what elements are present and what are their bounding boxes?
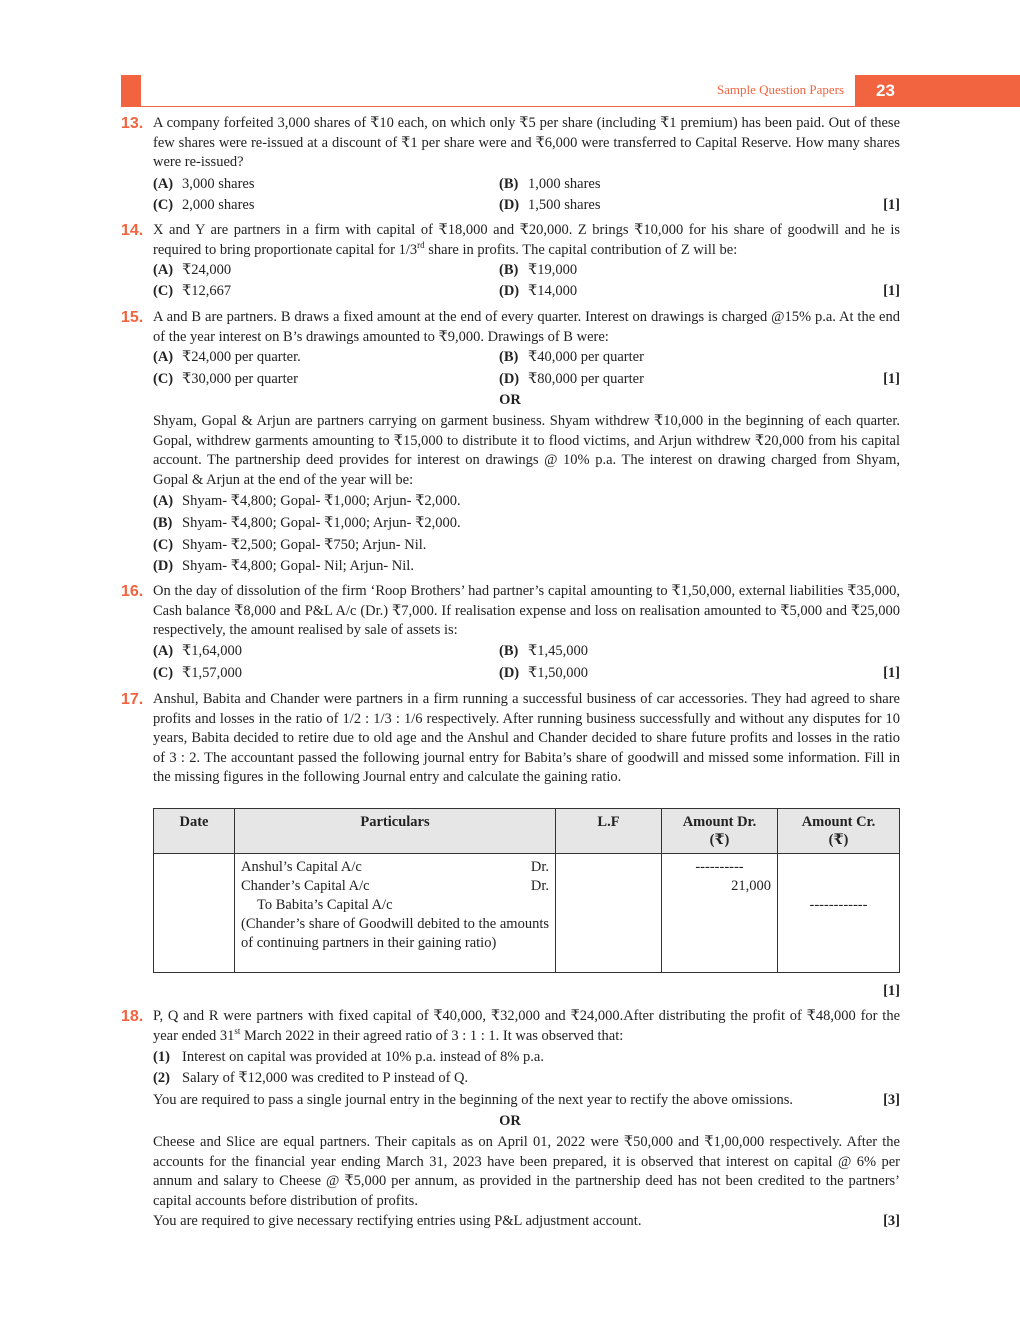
question-15 xyxy=(0,308,1020,347)
question-17 xyxy=(0,690,1020,788)
cell-date xyxy=(154,854,235,973)
question-number: 14. xyxy=(121,222,144,239)
marks: [1] xyxy=(883,283,900,299)
question-number: 15. xyxy=(121,309,144,326)
point-2: (2) Salary of ₹12,000 was credited to P instead of Q. xyxy=(153,1070,469,1086)
alternative-question-text: Cheese and Slice are equal partners. Their capitals as on April 01, 2022 were ₹50,000 and ₹1,00,000 respectively. After the accounts for the financial year ending March 31, 2023 have been prepared, it is observed that interest on capital @ 6% per annum and salary to Cheese @ ₹5,000 per annum, as provided in the partnership deed has not been credited to the partners’ capital accounts before distribution of profits. xyxy=(153,1134,900,1209)
page-number: 23 xyxy=(855,75,1020,107)
instruction: You are required to pass a single journal entry in the beginning of the next year to rectify the above omissions. xyxy=(153,1092,793,1108)
question-number: 13. xyxy=(121,115,144,132)
question-text: On the day of dissolution of the firm ‘Roop Brothers’ had partner’s capital amounting to ₹1,50,000, external liabilities ₹35,000, Cash balance ₹8,000 and P&L A/c (Dr.) ₹7,000. If realisation expense and loss on realisation amounted to ₹5,000 and ₹25,000 respectively, the amount realised by sale of assets is: xyxy=(153,583,900,638)
option-b: (B) ₹1,45,000 xyxy=(499,643,588,659)
or-divider: OR xyxy=(499,1113,521,1129)
cell-amount-dr: ---------- 21,000 xyxy=(662,854,778,973)
point-1: (1) Interest on capital was provided at 10% p.a. instead of 8% p.a. xyxy=(153,1049,544,1065)
question-text: X and Y are partners in a firm with capital of ₹18,000 and ₹20,000. Z brings ₹10,000 for his share of goodwill and he is required to bring proportionate capital for 1/3rd share in profits. The capital contribution of Z will be: xyxy=(153,222,900,258)
question-number: 18. xyxy=(121,1008,144,1025)
alt-option-a: (A) Shyam- ₹4,800; Gopal- ₹1,000; Arjun- ₹2,000. xyxy=(153,493,461,509)
option-c: (C) ₹1,57,000 xyxy=(153,665,242,681)
journal-entry-table xyxy=(153,808,900,973)
option-a: (A) ₹1,64,000 xyxy=(153,643,242,659)
cell-particulars: Anshul’s Capital A/c Dr. Chander’s Capital A/c Dr. To Babita’s Capital A/c (Chander’s share of Goodwill debited to the amounts of continuing partners in their gaining ratio) xyxy=(235,854,556,973)
alt-option-b: (B) Shyam- ₹4,800; Gopal- ₹1,000; Arjun- ₹2,000. xyxy=(153,515,461,531)
option-d: (D) 1,500 shares xyxy=(499,197,601,213)
question-text: P, Q and R were partners with fixed capital of ₹40,000, ₹32,000 and ₹24,000.After distributing the profit of ₹48,000 for the year ended 31st March 2022 in their agreed ratio of 3 : 1 : 1. It was observed that: xyxy=(153,1008,900,1044)
alt-marks: [3] xyxy=(883,1213,900,1229)
option-c: (C) 2,000 shares xyxy=(153,197,255,213)
option-d: (D) ₹14,000 xyxy=(499,283,578,299)
table-row xyxy=(154,854,900,973)
marks: [1] xyxy=(883,983,900,999)
or-divider: OR xyxy=(499,392,521,408)
option-a: (A) ₹24,000 per quarter. xyxy=(153,349,301,365)
header-particulars: Particulars xyxy=(235,809,556,854)
option-d: (D) ₹80,000 per quarter xyxy=(499,371,644,387)
question-text: Anshul, Babita and Chander were partners in a firm running a successful business of car accessories. They had agreed to share profits and losses in the ratio of 1/2 : 1/3 : 1/6 respectively. After running business successfully and without any disputes for 10 years, Babita decided to retire due to old age and the Anshul and Chander decided to share future profits and losses in the ratio of 3 : 2. The accountant passed the following journal entry for Babita’s share of goodwill and missed some information. Fill in the missing figures in the following Journal entry and calculate the gaining ratio. xyxy=(153,691,900,785)
marks: [1] xyxy=(883,665,900,681)
option-b: (B) ₹40,000 per quarter xyxy=(499,349,644,365)
option-b: (B) 1,000 shares xyxy=(499,176,601,192)
section-title: Sample Question Papers xyxy=(716,82,844,97)
question-text: A and B are partners. B draws a fixed amount at the end of every quarter. Interest on drawings is charged @15% p.a. At the end of the year interest on B’s drawings amounted to ₹9,000. Drawings of B were: xyxy=(153,309,900,345)
option-c: (C) ₹30,000 per quarter xyxy=(153,371,298,387)
marks: [1] xyxy=(883,371,900,387)
header-amount-dr: Amount Dr. (₹) xyxy=(662,809,778,854)
cell-amount-cr xyxy=(778,854,900,973)
alternative-question-text: Shyam, Gopal & Arjun are partners carrying on garment business. Shyam withdrew ₹10,000 in the beginning of each quarter. Gopal, withdrew garments amounting to ₹15,000 to distribute it to flood victims, and Arjun withdrew ₹20,000 from his capital account. The partnership deed provides for interest on drawings @ 10% p.a. The interest on drawing charged from Shyam, Gopal & Arjun at the end of the year will be: xyxy=(153,413,900,488)
option-d: (D) ₹1,50,000 xyxy=(499,665,588,681)
question-13 xyxy=(0,114,1020,173)
option-a: (A) 3,000 shares xyxy=(153,176,255,192)
cell-lf xyxy=(556,854,662,973)
missing-cr-amount: ------------ xyxy=(809,897,868,913)
question-number: 17. xyxy=(121,691,144,708)
missing-dr-amount: ---------- xyxy=(695,859,744,875)
option-b: (B) ₹19,000 xyxy=(499,262,578,278)
header-lf: L.F xyxy=(556,809,662,854)
option-c: (C) ₹12,667 xyxy=(153,283,232,299)
alt-option-c: (C) Shyam- ₹2,500; Gopal- ₹750; Arjun- Nil. xyxy=(153,537,427,553)
marks: [3] xyxy=(883,1092,900,1108)
header-accent-block xyxy=(121,75,141,107)
option-a: (A) ₹24,000 xyxy=(153,262,232,278)
alt-option-d: (D) Shyam- ₹4,800; Gopal- Nil; Arjun- Nil. xyxy=(153,558,414,574)
header-date: Date xyxy=(154,809,235,854)
question-14 xyxy=(0,221,1020,260)
question-text: A company forfeited 3,000 shares of ₹10 each, on which only ₹5 per share (including ₹1 premium) has been paid. Out of these few shares were re-issued at a discount of ₹1 per share were and ₹6,000 were transferred to Capital Reserve. How many shares were re-issued? xyxy=(153,115,900,170)
alt-instruction: You are required to give necessary rectifying entries using P&L adjustment account. xyxy=(153,1213,642,1229)
question-number: 16. xyxy=(121,583,144,600)
marks: [1] xyxy=(883,197,900,213)
question-18 xyxy=(0,1007,1020,1046)
question-16 xyxy=(0,582,1020,641)
header-amount-cr: Amount Cr. (₹) xyxy=(778,809,900,854)
